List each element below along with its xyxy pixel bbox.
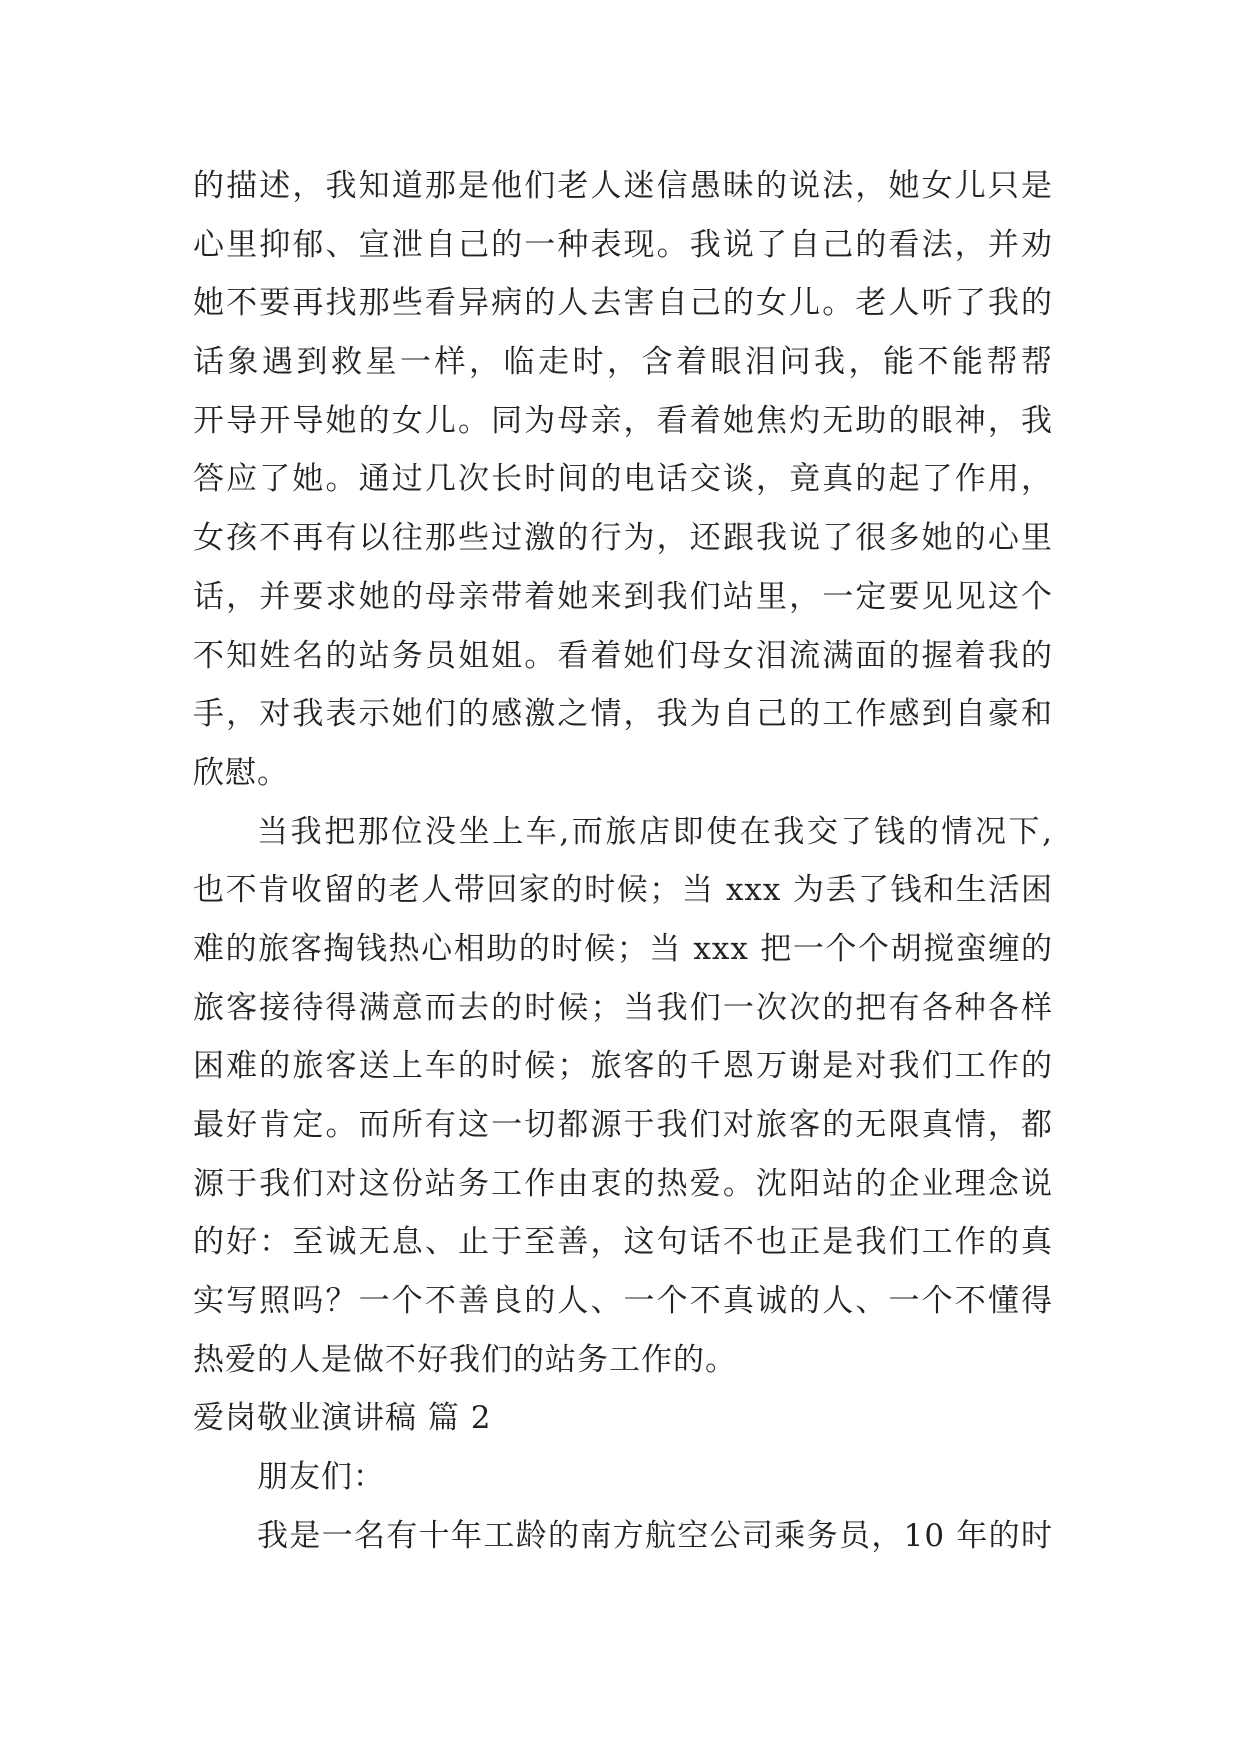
paragraph-continued <box>193 157 1053 803</box>
text-line: 答应了她。通过几次长时间的电话交谈，竟真的起了作用， <box>193 461 1053 498</box>
text-line: 实写照吗？一个不善良的人、一个不真诚的人、一个不懂得 <box>193 1283 1053 1320</box>
text-line: 手，对我表示她们的感激之情，我为自己的工作感到自豪和 <box>193 696 1053 733</box>
text-line: 旅客接待得满意而去的时候；当我们一次次的把有各种各样 <box>193 989 1053 1026</box>
text-line: 开导开导她的女儿。同为母亲，看着她焦灼无助的眼神，我 <box>193 402 1053 439</box>
text-line: 当我把那位没坐上车,而旅店即使在我交了钱的情况下, <box>257 813 1053 850</box>
text-line: 源于我们对这份站务工作由衷的热爱。沈阳站的企业理念说 <box>193 1165 1053 1202</box>
section-heading: 爱岗敬业演讲稿 篇 2 <box>193 1400 492 1437</box>
greeting: 朋友们： <box>257 1459 385 1496</box>
text-line: 热爱的人是做不好我们的站务工作的。 <box>193 1341 737 1378</box>
text-line: 心里抑郁、宣泄自己的一种表现。我说了自己的看法，并劝 <box>193 226 1053 263</box>
text-line: 我是一名有十年工龄的南方航空公司乘务员，10 年的时 <box>257 1517 1053 1554</box>
text-line: 话，并要求她的母亲带着她来到我们站里，一定要见见这个 <box>193 578 1053 615</box>
text-line: 她不要再找那些看异病的人去害自己的女儿。老人听了我的 <box>193 285 1053 322</box>
text-line: 的描述，我知道那是他们老人迷信愚昧的说法，她女儿只是 <box>193 168 1053 204</box>
text-line: 不知姓名的站务员姐姐。看着她们母女泪流满面的握着我的 <box>193 637 1053 674</box>
text-line: 女孩不再有以往那些过激的行为，还跟我说了很多她的心里 <box>193 520 1053 557</box>
document-body <box>193 157 1053 1566</box>
text-line: 话象遇到救星一样，临走时，含着眼泪问我，能不能帮帮 <box>193 344 1053 381</box>
text-line: 最好肯定。而所有这一切都源于我们对旅客的无限真情，都 <box>193 1107 1053 1143</box>
text-line: 的好：至诚无息、止于至善，这句话不也正是我们工作的真 <box>193 1224 1053 1261</box>
text-line: 困难的旅客送上车的时候；旅客的千恩万谢是对我们工作的 <box>193 1048 1053 1085</box>
text-line: 也不肯收留的老人带回家的时候；当 xxx 为丢了钱和生活困 <box>193 872 1053 909</box>
text-line: 欣慰。 <box>193 754 289 791</box>
text-line: 难的旅客掏钱热心相助的时候；当 xxx 把一个个胡搅蛮缠的 <box>193 930 1053 967</box>
paragraph-station-service <box>193 803 1053 1390</box>
